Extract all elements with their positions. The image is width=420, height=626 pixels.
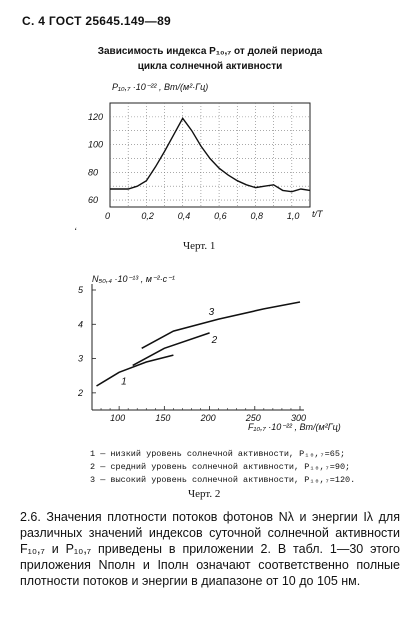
chart2-legend (90, 448, 355, 487)
body-paragraph: 2.6. Значения плотности потоков фотонов Nλ и энергии Iλ для различных значений индексов суточной солнечной активности F₁₀,₇ и P₁₀,₇ приведены в приложении 2. В табл. 1—30 этого приложения Nполн и Iполн означают соответственно полные плотности потоков и энергии в диапазоне от 10 до 105 нм. (20, 510, 400, 588)
chart2-xtick-label: 100 (110, 413, 126, 423)
chart1-title-line2: цикла солнечной активности (137, 61, 283, 72)
chart2-series-3 (142, 302, 300, 348)
chart1-caption: Черт. 1 (183, 240, 216, 252)
chart2-ytick-label: 5 (78, 285, 84, 295)
chart2-xtick-label: 300 (291, 413, 307, 423)
chart2-xtick-label: 200 (200, 413, 216, 423)
chart1-xlabel: t/T (312, 209, 323, 219)
chart2-ylabel: N₅₀,₄ ·10⁻¹³ , м⁻²·с⁻¹ (92, 274, 175, 284)
chart1-ytick-label: 100 (88, 139, 104, 150)
chart1-xtick-label: 0,6 (214, 211, 227, 221)
chart1-xtick-label: 1,0 (286, 211, 300, 221)
chart2-caption: Черт. 2 (188, 488, 221, 500)
chart2-ytick-label: 2 (78, 387, 84, 398)
chart1-title-line1: Зависимость индекса P₁₀,₇ от долей периода (97, 46, 323, 57)
legend-item-2: 2 — средний уровень солнечной активности, P₁₀,₇=90; (90, 462, 351, 472)
chart1-ytick-label: 80 (88, 167, 99, 178)
scan-mark: ʻ (74, 227, 77, 238)
chart1-ytick-label: 60 (88, 195, 99, 206)
chart1-xtick-label: 0 (105, 211, 111, 221)
chart1-xtick-label: 0,2 (141, 211, 154, 221)
chart1-frame (110, 103, 310, 207)
legend-item-3: 3 — высокий уровень солнечной активности, P₁₀,₇=120. (90, 475, 356, 485)
chart2-ytick-label: 4 (78, 319, 84, 330)
chart1-xtick-label: 0,8 (250, 211, 263, 221)
chart2-xlabel: F₁₀,₇ ·10⁻²² , Вт/(м²Гц) (248, 422, 341, 432)
chart2-xtick-label: 150 (155, 413, 171, 423)
chart1-series-line (110, 118, 310, 191)
chart2-series-1 (97, 355, 174, 386)
chart2-series-2 (133, 333, 210, 366)
chart2-curve-label-1: 1 (121, 376, 127, 388)
chart1-ylabel: P₁₀,₇ ·10⁻²² , Вт/(м²·Гц) (112, 82, 209, 92)
legend-item-1: 1 — низкий уровень солнечной активности, P₁₀,₇=65; (90, 449, 346, 459)
chart1-ytick-label: 120 (88, 111, 104, 122)
chart2-curve-label-3: 3 (208, 307, 215, 319)
chart2-curve-label-2: 2 (211, 334, 218, 346)
chart2-ytick-label: 3 (78, 353, 84, 364)
chart-2 (0, 262, 420, 442)
page-header: С. 4 ГОСТ 25645.149—89 (22, 14, 172, 28)
chart2-xtick-label: 250 (245, 413, 261, 423)
chart1-xtick-label: 0,4 (177, 211, 191, 221)
